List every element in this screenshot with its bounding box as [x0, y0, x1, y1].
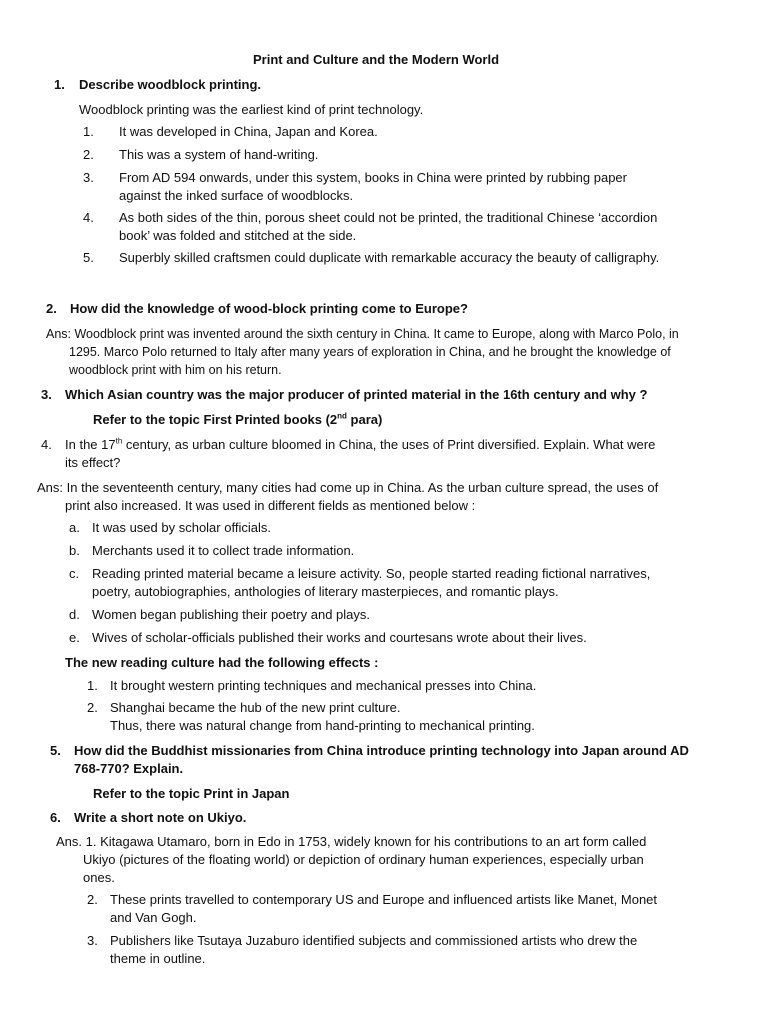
q4-item-c-text-cont: poetry, autobiographies, anthologies of literary masterpieces, and romantic plays. [92, 584, 559, 599]
q6-question: Write a short note on Ukiyo. [74, 810, 247, 825]
q1-item-2-num: 2. [83, 147, 94, 162]
q5-refer: Refer to the topic Print in Japan [93, 786, 290, 801]
q3-refer: Refer to the topic First Printed books (2nd para) [93, 411, 383, 427]
q2-question: How did the knowledge of wood-block printing come to Europe? [70, 301, 468, 316]
q4-effects-heading: The new reading culture had the following effects : [65, 655, 379, 670]
q1-question: Describe woodblock printing. [79, 77, 262, 92]
q1-intro: Woodblock printing was the earliest kind of print technology. [79, 102, 424, 117]
q4-effect-1-text: It brought western printing techniques and mechanical presses into China. [110, 678, 537, 693]
q1-item-2-text: This was a system of hand-writing. [119, 147, 319, 162]
q2-answer-line-1: Ans: Woodblock print was invented around the sixth century in China. It came to Europe, along with Marco Polo, in [46, 327, 679, 341]
q4-item-e-num: e. [69, 630, 80, 645]
q3-number: 3. [41, 387, 52, 402]
q2-number: 2. [46, 301, 57, 316]
q1-item-1-text: It was developed in China, Japan and Korea. [119, 124, 378, 139]
q2-answer-line-3: woodblock print with him on his return. [69, 363, 282, 377]
q2-answer-line-2: 1295. Marco Polo returned to Italy after many years of exploration in China, and he brought the knowledge of [69, 345, 671, 359]
q1-item-5-num: 5. [83, 250, 94, 265]
q4-effect-2-text-cont: Thus, there was natural change from hand-printing to mechanical printing. [110, 718, 535, 733]
q6-answer-line-1: Ans. 1. Kitagawa Utamaro, born in Edo in 1753, widely known for his contributions to an art form called [56, 834, 647, 849]
q1-item-5-text: Superbly skilled craftsmen could duplicate with remarkable accuracy the beauty of calligraphy. [119, 250, 660, 265]
q4-item-a-text: It was used by scholar officials. [92, 520, 271, 535]
q5-question: How did the Buddhist missionaries from China introduce printing technology into Japan around AD [74, 743, 689, 758]
q4-number: 4. [41, 437, 52, 452]
q1-item-3-text: From AD 594 onwards, under this system, books in China were printed by rubbing paper [119, 170, 627, 185]
q1-item-3-text-cont: against the inked surface of woodblocks. [119, 188, 354, 203]
q3-question: Which Asian country was the major producer of printed material in the 16th century and why ? [65, 387, 648, 402]
q6-item-2-text-cont: and Van Gogh. [110, 910, 197, 925]
q6-number: 6. [50, 810, 61, 825]
q5-question-cont: 768-770? Explain. [74, 761, 184, 776]
q5-number: 5. [50, 743, 61, 758]
q1-number: 1. [54, 77, 65, 92]
page-title: Print and Culture and the Modern World [253, 52, 500, 67]
q4-question: In the 17th century, as urban culture bloomed in China, the uses of Print diversified. Explain. What were [65, 436, 656, 452]
q6-item-3-text: Publishers like Tsutaya Juzaburo identified subjects and commissioned artists who drew the [110, 933, 638, 948]
q6-item-3-text-cont: theme in outline. [110, 951, 206, 966]
q1-item-4-num: 4. [83, 210, 94, 225]
q4-item-d-num: d. [69, 607, 80, 622]
q1-item-3-num: 3. [83, 170, 94, 185]
q4-item-b-num: b. [69, 543, 80, 558]
q4-answer-line-2: print also increased. It was used in different fields as mentioned below : [65, 498, 476, 513]
q4-item-d-text: Women began publishing their poetry and plays. [92, 607, 370, 622]
q6-item-2-num: 2. [87, 892, 98, 907]
q4-item-a-num: a. [69, 520, 80, 535]
q6-answer-line-2: Ukiyo (pictures of the floating world) or depiction of ordinary human experiences, especially urban [83, 852, 644, 867]
q6-item-3-num: 3. [87, 933, 98, 948]
q4-answer-line-1: Ans: In the seventeenth century, many cities had come up in China. As the urban culture spread, the uses of [37, 480, 659, 495]
q6-answer-line-3: ones. [83, 870, 115, 885]
q1-item-1-num: 1. [83, 124, 94, 139]
q6-item-2-text: These prints travelled to contemporary US and Europe and influenced artists like Manet, Monet [110, 892, 658, 907]
q4-effect-2-text: Shanghai became the hub of the new print culture. [110, 700, 401, 715]
q4-item-c-text: Reading printed material became a leisure activity. So, people started reading fictional narratives, [92, 566, 651, 581]
q1-item-4-text-cont: book’ was folded and stitched at the side. [119, 228, 357, 243]
q4-effect-2-num: 2. [87, 700, 98, 715]
q4-effect-1-num: 1. [87, 678, 98, 693]
q4-question-cont: its effect? [65, 455, 121, 470]
q1-item-4-text: As both sides of the thin, porous sheet could not be printed, the traditional Chinese ‘accordion [119, 210, 658, 225]
q4-item-c-num: c. [69, 566, 80, 581]
q4-item-b-text: Merchants used it to collect trade information. [92, 543, 355, 558]
q4-item-e-text: Wives of scholar-officials published their works and courtesans wrote about their lives. [92, 630, 587, 645]
